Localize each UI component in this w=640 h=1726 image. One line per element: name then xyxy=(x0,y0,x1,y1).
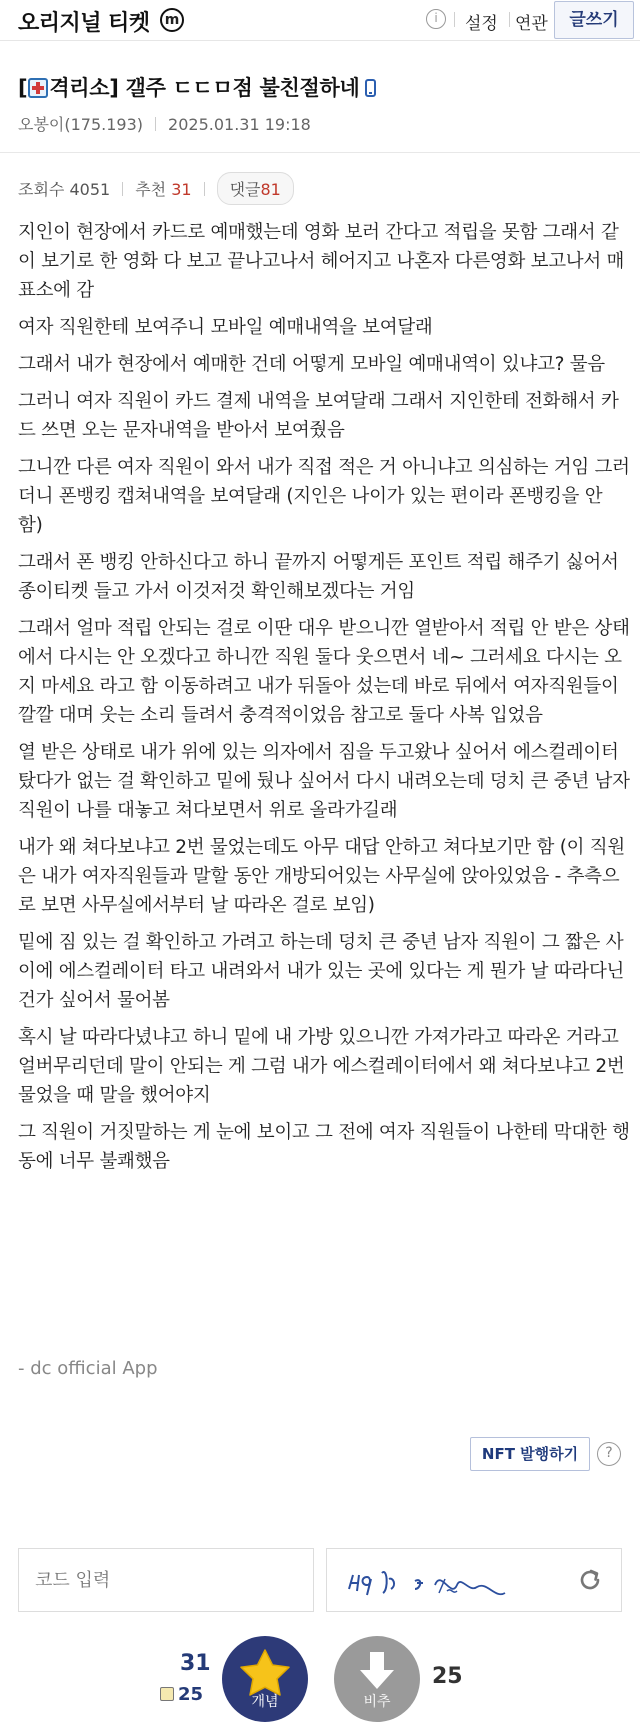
body-paragraph: 그래서 폰 뱅킹 안하신다고 하니 끝까지 어떻게든 포인트 적립 해주기 싫어서 종이티켓 들고 가서 이것저것 확인해보겠다는 거임 xyxy=(18,552,619,602)
divider xyxy=(122,182,123,196)
downvote-count: 25 xyxy=(432,1664,463,1689)
downvote-button-label: 비추 xyxy=(363,1694,391,1710)
body-paragraph: 혹시 날 따라다녔냐고 하니 밑에 내 가방 있으니깐 가져가라고 따라온 거라고 얼버무리던데 말이 안되는 게 그럼 내가 에스컬레이터에서 왜 쳐다보냐고 2번 물었을 때 말을 했어야지 xyxy=(18,1027,625,1106)
views-count: 4051 xyxy=(69,180,111,199)
post-datetime: 2025.01.31 19:18 xyxy=(168,115,311,134)
minor-gallery-badge-icon: m xyxy=(160,8,184,32)
top-bar xyxy=(0,0,640,41)
nft-issue-button[interactable]: NFT 발행하기 xyxy=(470,1437,590,1471)
write-button[interactable]: 글쓰기 xyxy=(554,1,634,39)
app-signature: - dc official App xyxy=(18,1358,158,1379)
body-paragraph: 지인이 현장에서 카드로 예매했는데 영화 보러 간다고 적립을 못함 그래서 같이 보기로 한 영화 다 보고 끝나고나서 헤어지고 나혼자 다른영화 보고나서 매표소에 감 xyxy=(18,222,625,301)
body-paragraph: 그러니 여자 직원이 카드 결제 내역을 보여달래 그래서 지인한테 전화해서 카드 쓰면 오는 문자내역을 받아서 보여줬음 xyxy=(18,391,619,441)
fixed-recommend-count xyxy=(160,1684,203,1705)
body-paragraph: 그래서 내가 현장에서 예매한 건데 어떻게 모바일 예매내역이 있냐고? 물음 xyxy=(18,354,605,375)
divider xyxy=(204,182,205,196)
author-line xyxy=(18,112,311,135)
gallery-name[interactable]: 오리지널 티켓 xyxy=(18,11,150,36)
body-paragraph: 열 받은 상태로 내가 위에 있는 의자에서 짐을 두고왔나 싶어서 에스컬레이터 탔다가 없는 걸 확인하고 밑에 뒀나 싶어서 다시 내려오는데 덩치 큰 중년 남자 직원이 나를 대놓고 쳐다보면서 위로 올라가길래 xyxy=(18,742,630,821)
post-title xyxy=(18,72,376,102)
body-paragraph: 그 직원이 거짓말하는 게 눈에 보이고 그 전에 여자 직원들이 나한테 막대한 행동에 너무 불쾌했음 xyxy=(18,1122,630,1172)
body-paragraph: 그니깐 다른 여자 직원이 와서 내가 직접 적은 거 아니냐고 의심하는 거임 그러더니 폰뱅킹 캡쳐내역을 보여달래 (지인은 나이가 있는 편이라 폰뱅킹을 안 함) xyxy=(18,457,630,536)
views-label: 조회수 xyxy=(18,180,65,199)
help-icon[interactable]: ? xyxy=(597,1442,621,1466)
comments-count: 81 xyxy=(260,180,281,199)
recommend-count: 31 xyxy=(171,180,192,199)
title-bracket: [ xyxy=(18,76,28,100)
mobile-icon xyxy=(365,79,376,97)
author-name[interactable]: 오봉이(175.193) xyxy=(18,115,144,134)
fixed-user-icon xyxy=(160,1687,174,1701)
refresh-icon[interactable] xyxy=(576,1566,604,1594)
post-stats xyxy=(18,172,294,205)
post-body xyxy=(18,218,630,1184)
downvote-button[interactable] xyxy=(334,1636,420,1722)
divider xyxy=(155,117,156,131)
comment-button[interactable] xyxy=(217,172,294,205)
recommend-button[interactable] xyxy=(222,1636,308,1722)
fixed-count-value: 25 xyxy=(178,1684,204,1705)
hospital-icon xyxy=(28,78,48,98)
body-paragraph: 여자 직원한테 보여주니 모바일 예매내역을 보여달래 xyxy=(18,317,433,338)
recommend-label: 추천 xyxy=(135,180,167,199)
body-paragraph: 내가 왜 쳐다보냐고 2번 물었는데도 아무 대답 안하고 쳐다보기만 함 (이 직원은 내가 여자직원들과 말할 동안 개방되어있는 사무실에 앉아있었음 - 추측으로 보면 사무실에서부터 날 따라온 걸로 보임) xyxy=(18,837,625,916)
body-paragraph: 그래서 얼마 적립 안되는 걸로 이딴 대우 받으니깐 열받아서 적립 안 받은 상태에서 다시는 안 오겠다고 하니깐 직원 둘다 웃으면서 네~ 그러세요 다시는 오지 마세요 라고 함 이동하려고 내가 뒤돌아 섰는데 바로 뒤에서 여자직원들이 깔깔 대며 웃는 소리 들려서 충격적이었음 참고로 둘다 사복 입었음 xyxy=(18,618,630,726)
recommend-button-label: 개념 xyxy=(251,1694,279,1710)
recommend-total: 31 xyxy=(180,1651,211,1676)
title-text: 갤주 ㄷㄷㅁ점 불친절하네 xyxy=(118,76,360,100)
divider xyxy=(454,12,455,27)
related-link[interactable]: 연관 xyxy=(515,14,548,34)
info-icon[interactable]: i xyxy=(426,9,446,29)
comments-label: 댓글 xyxy=(229,180,261,199)
settings-link[interactable]: 설정 xyxy=(465,14,498,34)
title-tag: 격리소] xyxy=(49,76,119,100)
captcha-code-input[interactable] xyxy=(18,1548,314,1612)
header-divider xyxy=(0,152,640,153)
body-paragraph: 밑에 짐 있는 걸 확인하고 가려고 하는데 덩치 큰 중년 남자 직원이 그 짧은 사이에 에스컬레이터 타고 내려와서 내가 있는 곳에 있다는 게 뭔가 날 따라다닌건가 싶어서 물어봄 xyxy=(18,932,625,1011)
divider xyxy=(509,12,510,27)
